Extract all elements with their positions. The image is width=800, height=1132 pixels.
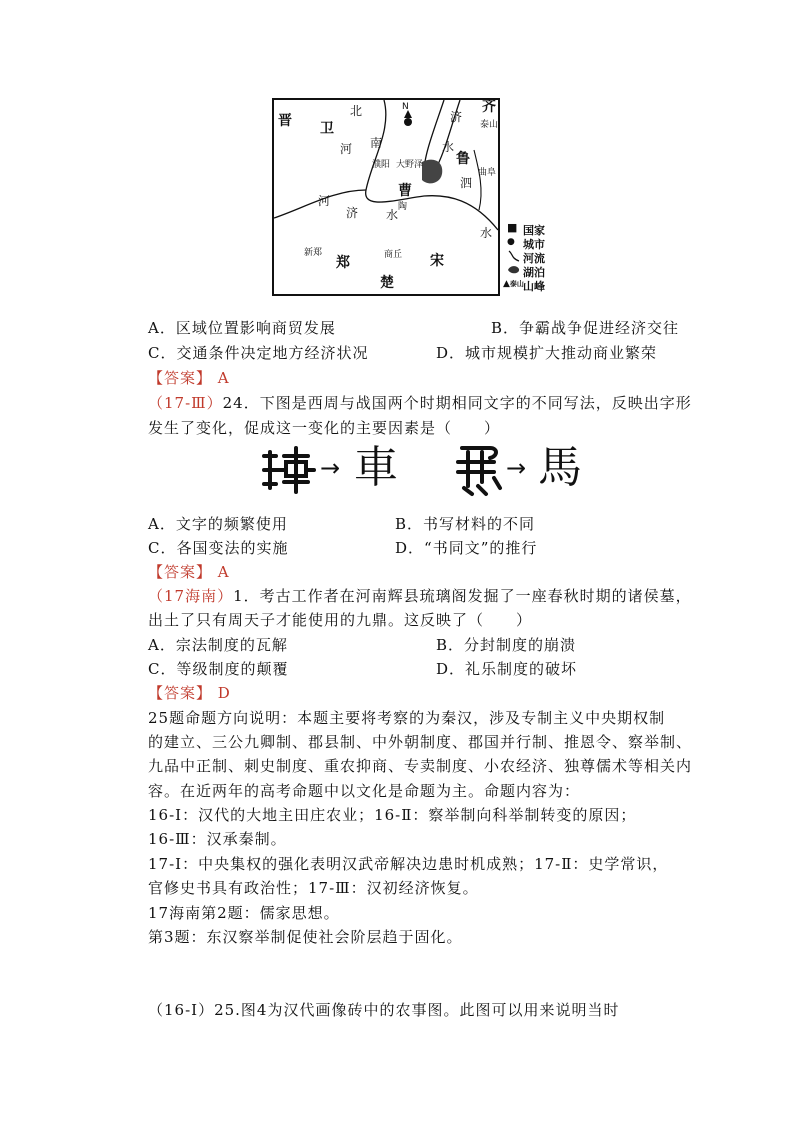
map-north-label: N [402, 102, 409, 112]
legend-mountain: ▲泰山 山峰 [503, 279, 545, 293]
map-label-shangqiu: 商丘 [384, 250, 403, 260]
map-label-shui2: 水 [386, 208, 399, 222]
map-label-he2: 河 [318, 194, 331, 208]
map-label-lu: 鲁 [456, 151, 470, 167]
map-legend [503, 222, 563, 292]
map-label-song: 宋 [430, 253, 444, 269]
map-figure [272, 98, 500, 296]
map-label-wei: 卫 [320, 121, 334, 137]
q1-option-b: B．分封制度的崩溃 [436, 636, 577, 654]
answer-value: D [217, 684, 231, 702]
q25-stem: （16-Ⅰ）25.图4为汉代画像砖中的农事图。此图可以用来说明当时 [148, 1001, 620, 1019]
legend-river: 河流 [503, 250, 563, 264]
note-line-5: 16-Ⅰ：汉代的大地主田庄农业；16-Ⅱ：察举制向科举制转变的原因； [148, 806, 637, 824]
map-label-he: 河 [340, 142, 353, 156]
question-source-tag: （17-Ⅲ） [148, 394, 223, 412]
legend-country: ■ 国家 [507, 221, 545, 237]
map-label-cao: 曹 [398, 183, 412, 199]
legend-city: ● 城市 [507, 237, 545, 251]
map-label-taishan: 泰山 [480, 120, 499, 130]
arrow-icon: → [320, 454, 341, 482]
q23-option-d: D．城市规模扩大推动商业繁荣 [436, 344, 658, 362]
map-label-tao: 陶 [398, 202, 408, 212]
river-symbol-icon [507, 250, 521, 265]
answer-label: 【答案】 [148, 369, 213, 387]
map-label-xinzheng: 新郑 [304, 248, 323, 258]
q23-answer [148, 368, 230, 388]
note-line-3: 九品中正制、刺史制度、重农抑商、专卖制度、小农经济、独尊儒术等相关内 [148, 757, 693, 775]
map-label-dayeze: 大野泽 [396, 160, 424, 170]
q24-option-a: A．文字的频繁使用 [148, 515, 288, 533]
map-label-chu: 楚 [380, 275, 394, 291]
legend-lake: 湖泊 [503, 264, 563, 278]
lake-symbol-icon [507, 264, 521, 279]
answer-value: A [217, 563, 230, 581]
ancient-che-glyph-icon [262, 444, 318, 496]
q24-option-c: C．各国变法的实施 [148, 539, 289, 557]
answer-label: 【答案】 [148, 684, 213, 702]
map-label-qi: 齐 [482, 99, 496, 115]
q24-stem-line2: 发生了变化，促成这一变化的主要因素是（ ） [148, 419, 501, 437]
mountain-symbol-icon: ▲泰山 [503, 279, 524, 289]
note-line-9: 17海南第2题：儒家思想。 [148, 904, 340, 922]
q24-stem-line1: （17-Ⅲ）24．下图是西周与战国两个时期相同文字的不同写法，反映出字形 [148, 394, 692, 412]
q1-answer [148, 683, 231, 703]
map-label-puyang: 濮阳 [372, 160, 391, 170]
q24-option-d: D．“书同文”的推行 [395, 539, 538, 557]
q1-stem-line2: 出土了只有周天子才能使用的九鼎。这反映了（ ） [148, 611, 533, 629]
q23-option-b: B．争霸战争促进经济交往 [491, 319, 680, 337]
map-label-ji-top: 济 [450, 110, 463, 124]
note-line-6: 16-Ⅲ：汉承秦制。 [148, 830, 287, 848]
q24-option-b: B．书写材料的不同 [395, 515, 536, 533]
note-line-7: 17-Ⅰ：中央集权的强化表明汉武帝解决边患时机成熟；17-Ⅱ：史学常识， [148, 855, 669, 873]
map-lines [274, 100, 498, 294]
map-label-shui-top: 水 [442, 140, 455, 154]
question-source-tag: （17海南） [148, 587, 234, 605]
map-label-jin: 晋 [278, 113, 292, 129]
answer-label: 【答案】 [148, 563, 213, 581]
note-line-8: 官修史书具有政治性；17-Ⅲ：汉初经济恢复。 [148, 879, 479, 897]
q24-glyph-figure [262, 440, 582, 500]
note-line-4: 容。在近两年的高考命题中以文化是命题为主。命题内容为： [148, 782, 581, 800]
q24-answer [148, 562, 230, 582]
map-label-bei: 北 [350, 104, 363, 118]
q1-option-d: D．礼乐制度的破坏 [436, 660, 578, 678]
map-label-shui3: 水 [480, 226, 493, 240]
map-label-nan: 南 [370, 136, 383, 150]
modern-ma-glyph: 馬 [538, 442, 582, 493]
map-label-ji2: 济 [346, 206, 359, 220]
ancient-ma-glyph-icon [454, 442, 504, 498]
map-label-zheng: 郑 [336, 255, 350, 271]
q23-option-c: C．交通条件决定地方经济状况 [148, 344, 369, 362]
answer-value: A [217, 369, 230, 387]
note-line-1: 25题命题方向说明：本题主要将考察的为秦汉，涉及专制主义中央期权制 [148, 709, 666, 727]
q23-option-a: A．区域位置影响商贸发展 [148, 319, 336, 337]
map-label-qufu: 曲阜 [478, 168, 497, 178]
note-line-2: 的建立、三公九卿制、郡县制、中外朝制度、郡国并行制、推恩令、察举制、 [148, 733, 693, 751]
note-line-10: 第3题：东汉察举制促使社会阶层趋于固化。 [148, 928, 463, 946]
modern-che-glyph: 車 [354, 442, 398, 493]
map-label-si: 泗 [460, 176, 473, 190]
q1-option-c: C．等级制度的颠覆 [148, 660, 289, 678]
q1-stem-line1: （17海南）1．考古工作者在河南辉县琉璃阁发掘了一座春秋时期的诸侯墓， [148, 587, 692, 605]
city-symbol-icon: ● [507, 237, 515, 247]
q1-option-a: A．宗法制度的瓦解 [148, 636, 288, 654]
arrow-icon: → [506, 454, 527, 482]
country-symbol-icon: ■ [507, 221, 518, 234]
